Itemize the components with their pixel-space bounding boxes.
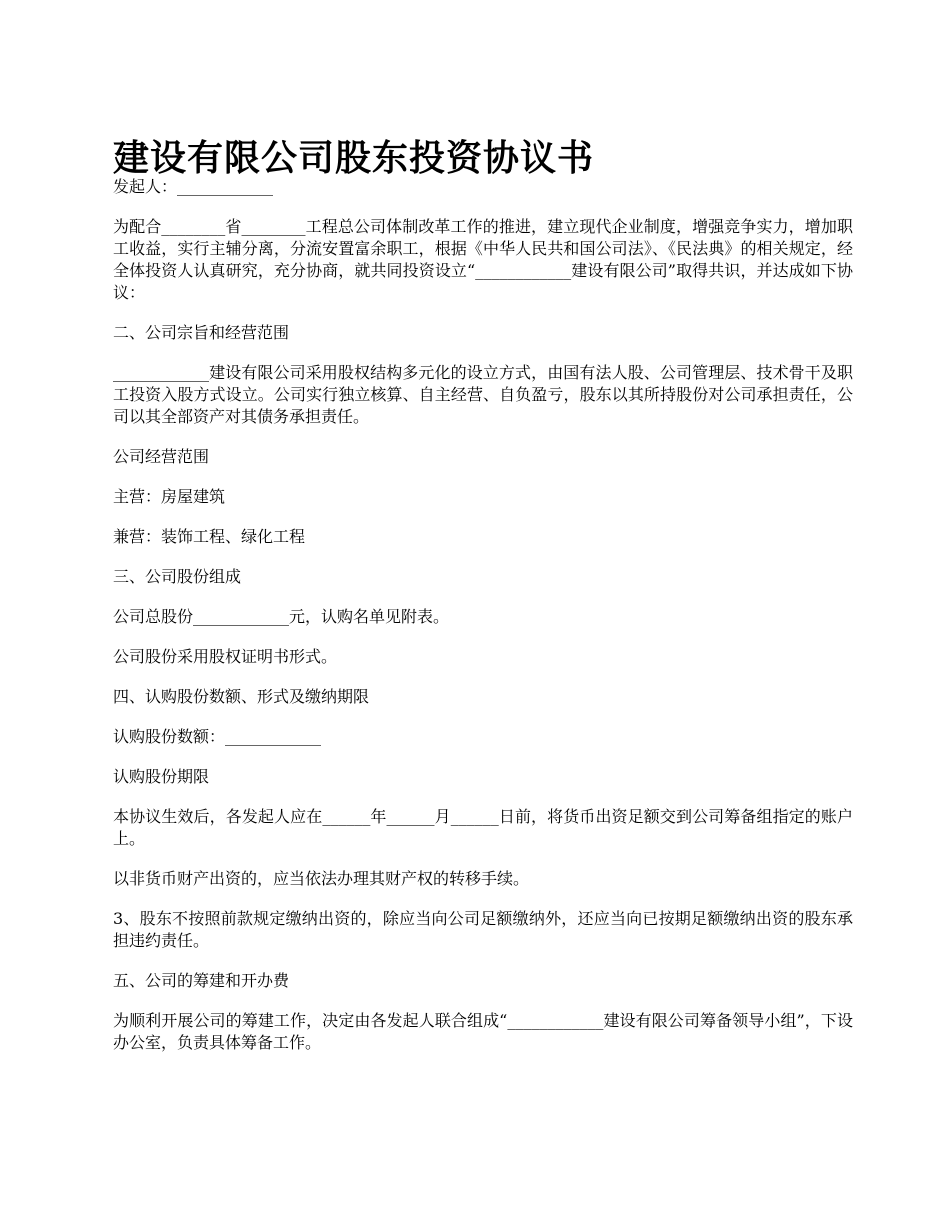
paragraph-subscription-amount: 认购股份数额：____________	[113, 727, 322, 746]
subheading-subscription-period: 认购股份期限	[113, 767, 210, 786]
section-heading-purpose-scope: 二、公司宗旨和经营范围	[113, 323, 290, 342]
paragraph-preparation-group: 为顺利开展公司的筹建工作，决定由各发起人联合组成“____________建设有限公司筹备领导小组”，下设办公室，负责具体筹备工作。	[113, 1011, 853, 1052]
paragraph-share-certificate: 公司股份采用股权证明书形式。	[113, 647, 338, 666]
subheading-business-scope: 公司经营范围	[113, 447, 210, 466]
paragraph-side-business: 兼营：装饰工程、绿化工程	[113, 527, 306, 546]
paragraph-preamble: 为配合________省________工程总公司体制改革工作的推进，建立现代企业制度，增强竞争实力，增加职工收益，实行主辅分离，分流安置富余职工，根据《中华人民共和国公司法》、《民法典》的相关规定，经全体投资人认真研究，充分协商，就共同投资设立“____________建设有限公司”取得共识，并达成如下协议：	[113, 217, 853, 302]
document-title: 建设有限公司股东投资协议书	[113, 137, 595, 180]
paragraph-total-shares: 公司总股份____________元，认购名单见附表。	[113, 607, 450, 626]
paragraph-payment-deadline: 本协议生效后，各发起人应在______年______月______日前，将货币出资足额交到公司筹备组指定的账户上。	[113, 807, 853, 848]
section-heading-preparation: 五、公司的筹建和开办费	[113, 971, 290, 990]
paragraph-initiator: 发起人：____________	[113, 177, 274, 196]
paragraph-non-monetary: 以非货币财产出资的，应当依法办理其财产权的转移手续。	[113, 869, 530, 888]
paragraph-default-liability: 3、股东不按照前款规定缴纳出资的，除应当向公司足额缴纳外，还应当向已按期足额缴纳出资的股东承担违约责任。	[113, 909, 853, 950]
section-heading-subscription: 四、认购股份数额、形式及缴纳期限	[113, 687, 370, 706]
section-heading-share-composition: 三、公司股份组成	[113, 567, 242, 586]
document-body	[113, 176, 853, 1072]
paragraph-company-structure: ____________建设有限公司采用股权结构多元化的设立方式，由国有法人股、公司管理层、技术骨干及职工投资入股方式设立。公司实行独立核算、自主经营、自负盈亏，股东以其所持股份对公司承担责任，公司以其全部资产对其债务承担责任。	[113, 363, 853, 426]
paragraph-main-business: 主营：房屋建筑	[113, 487, 226, 506]
